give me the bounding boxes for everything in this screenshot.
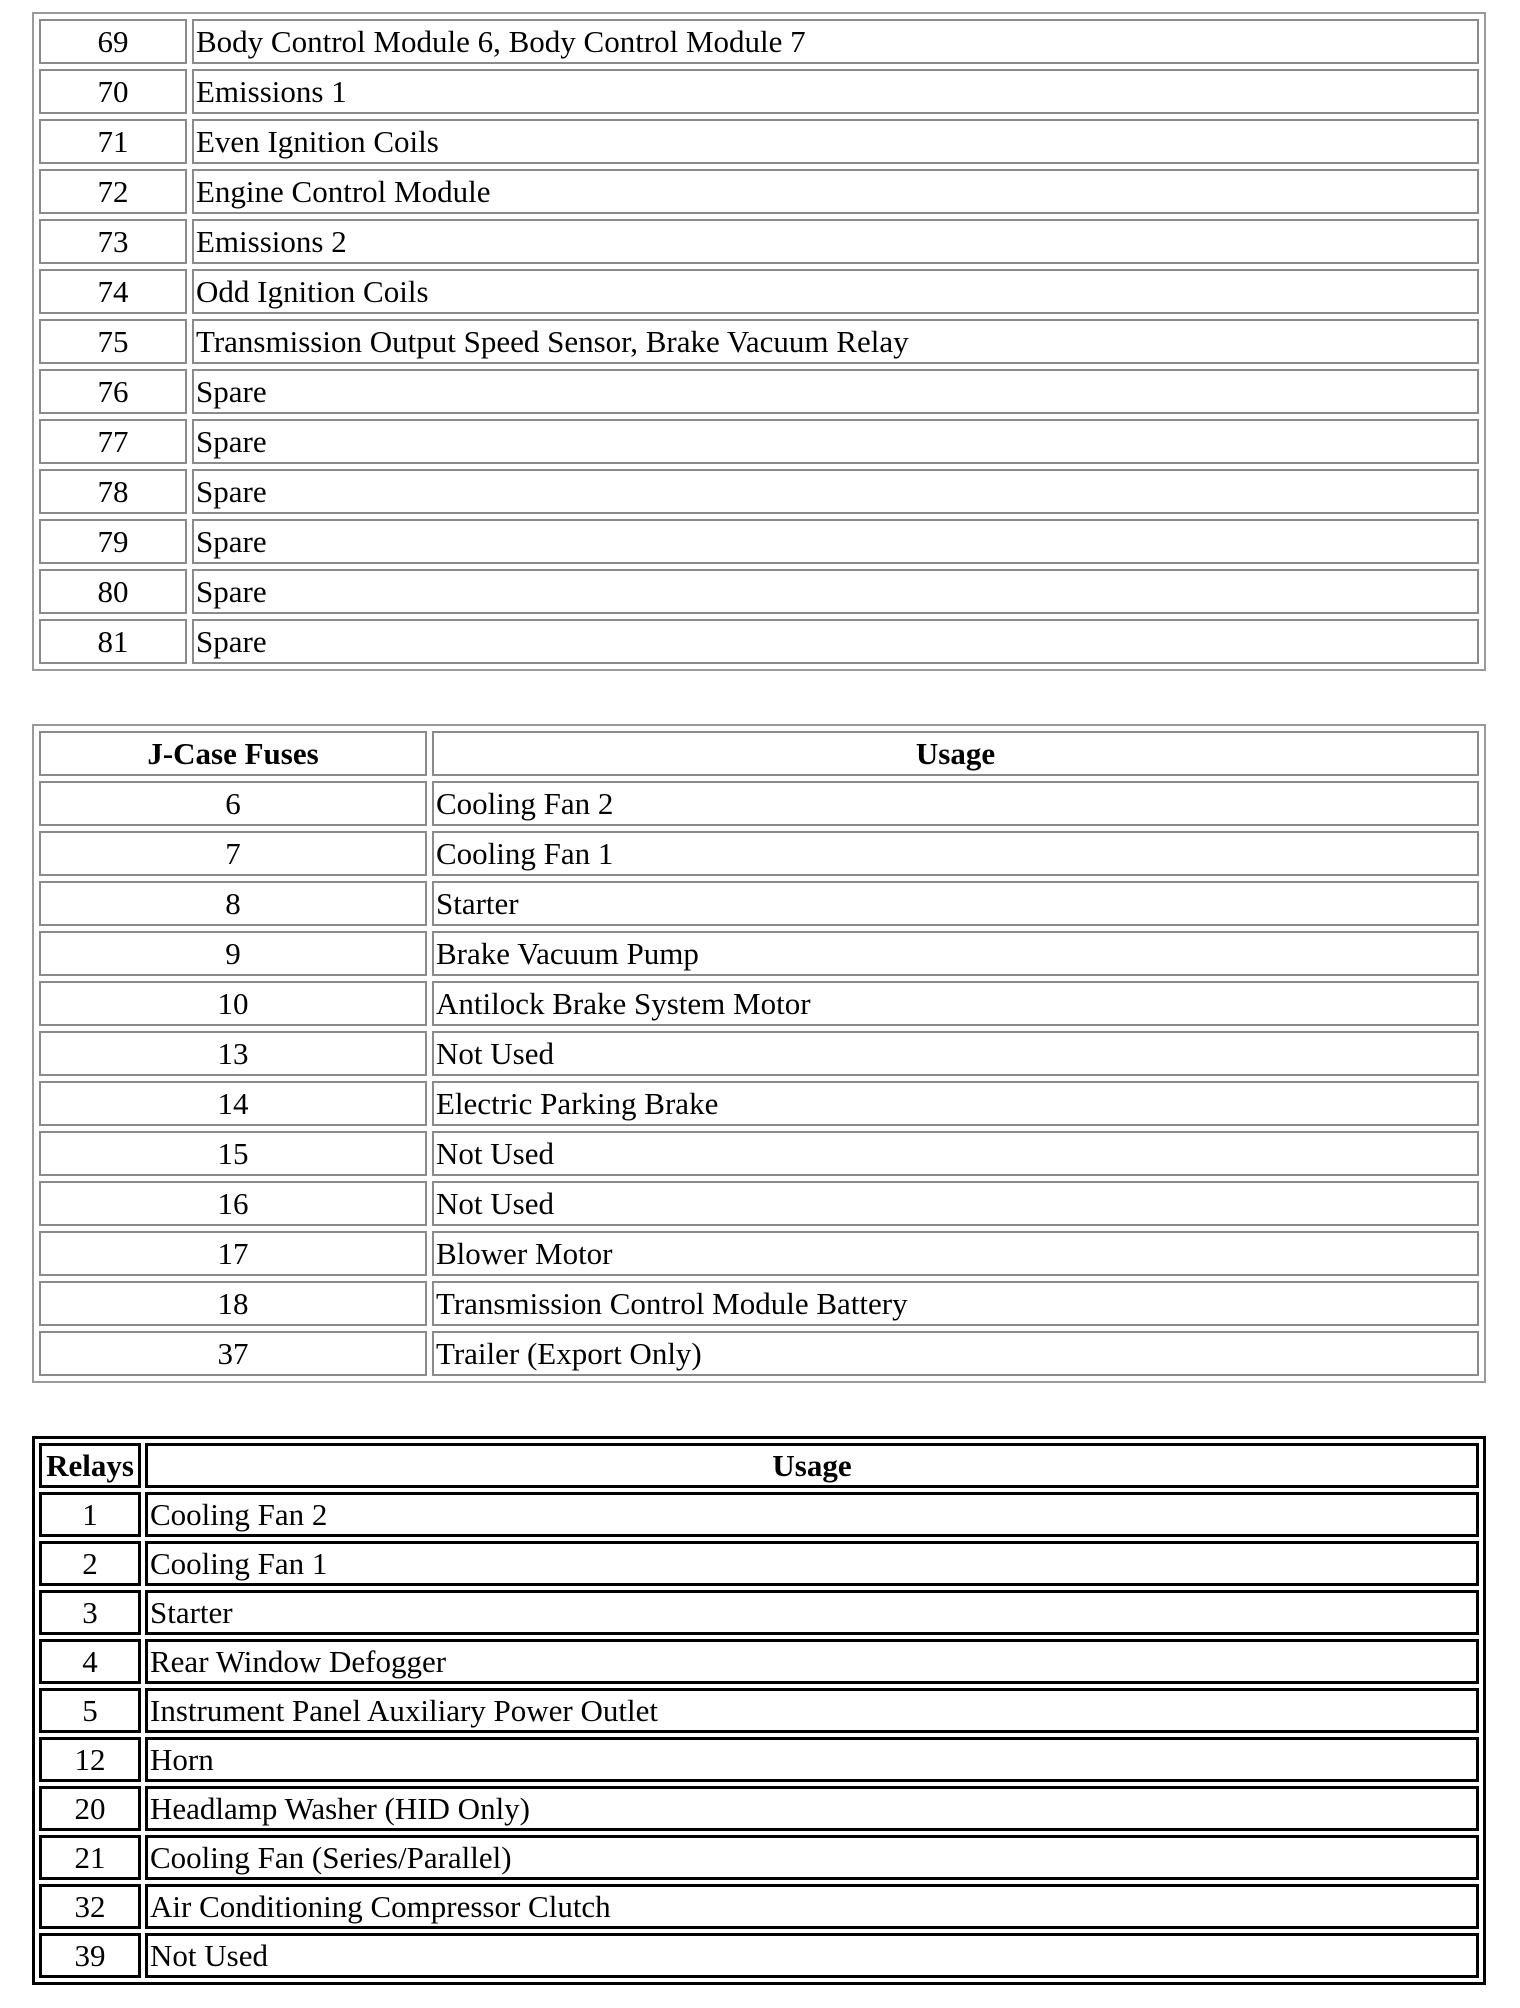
jcase-fuses-table bbox=[32, 724, 1486, 1383]
table-row bbox=[39, 1492, 1479, 1537]
table-row bbox=[39, 1884, 1479, 1929]
table-row bbox=[39, 69, 1479, 114]
relays-table bbox=[32, 1436, 1486, 1985]
table-row bbox=[39, 981, 1479, 1026]
fuse-usage-cell: Electric Parking Brake bbox=[432, 1081, 1479, 1126]
table-row bbox=[39, 519, 1479, 564]
fuse-usage-cell: Spare bbox=[192, 569, 1479, 614]
table-row bbox=[39, 1737, 1479, 1782]
fuse-number-cell: 73 bbox=[39, 219, 187, 264]
table-row bbox=[39, 119, 1479, 164]
fuse-number-cell: 70 bbox=[39, 69, 187, 114]
table-row bbox=[39, 19, 1479, 64]
fuse-usage-cell: Spare bbox=[192, 619, 1479, 664]
fuse-number-cell: 77 bbox=[39, 419, 187, 464]
fuse-number-cell: 14 bbox=[39, 1081, 427, 1126]
table-row bbox=[39, 881, 1479, 926]
usage-column-header: Usage bbox=[432, 731, 1479, 776]
table-row bbox=[39, 1786, 1479, 1831]
table-row bbox=[39, 1131, 1479, 1176]
relay-number-cell: 32 bbox=[39, 1884, 141, 1929]
relay-usage-cell: Starter bbox=[145, 1590, 1479, 1635]
table-row bbox=[39, 1835, 1479, 1880]
relay-usage-cell: Horn bbox=[145, 1737, 1479, 1782]
fuse-usage-cell: Spare bbox=[192, 369, 1479, 414]
fuse-usage-cell: Transmission Control Module Battery bbox=[432, 1281, 1479, 1326]
fuse-table-continued bbox=[32, 12, 1486, 671]
relay-number-cell: 4 bbox=[39, 1639, 141, 1684]
fuse-number-cell: 17 bbox=[39, 1231, 427, 1276]
fuse-usage-cell: Cooling Fan 2 bbox=[432, 781, 1479, 826]
table-row bbox=[39, 1081, 1479, 1126]
table-row bbox=[39, 1031, 1479, 1076]
fuse-number-cell: 79 bbox=[39, 519, 187, 564]
relay-usage-cell: Cooling Fan 2 bbox=[145, 1492, 1479, 1537]
fuse-number-cell: 80 bbox=[39, 569, 187, 614]
relay-number-cell: 20 bbox=[39, 1786, 141, 1831]
relay-number-cell: 39 bbox=[39, 1933, 141, 1978]
relay-usage-cell: Rear Window Defogger bbox=[145, 1639, 1479, 1684]
table-row bbox=[39, 319, 1479, 364]
jcase-fuses-column-header: J-Case Fuses bbox=[39, 731, 427, 776]
usage-column-header: Usage bbox=[145, 1443, 1479, 1488]
fuse-number-cell: 78 bbox=[39, 469, 187, 514]
relay-usage-cell: Headlamp Washer (HID Only) bbox=[145, 1786, 1479, 1831]
relay-number-cell: 1 bbox=[39, 1492, 141, 1537]
fuse-number-cell: 9 bbox=[39, 931, 427, 976]
table-row bbox=[39, 1590, 1479, 1635]
relay-number-cell: 12 bbox=[39, 1737, 141, 1782]
relay-number-cell: 3 bbox=[39, 1590, 141, 1635]
table-row bbox=[39, 569, 1479, 614]
fuse-number-cell: 76 bbox=[39, 369, 187, 414]
fuse-usage-cell: Engine Control Module bbox=[192, 169, 1479, 214]
fuse-number-cell: 13 bbox=[39, 1031, 427, 1076]
table-row bbox=[39, 781, 1479, 826]
fuse-usage-cell: Spare bbox=[192, 519, 1479, 564]
table-row bbox=[39, 1541, 1479, 1586]
fuse-number-cell: 16 bbox=[39, 1181, 427, 1226]
fuse-usage-cell: Body Control Module 6, Body Control Module 7 bbox=[192, 19, 1479, 64]
fuse-usage-cell: Spare bbox=[192, 419, 1479, 464]
relay-usage-cell: Cooling Fan (Series/Parallel) bbox=[145, 1835, 1479, 1880]
fuse-usage-cell: Odd Ignition Coils bbox=[192, 269, 1479, 314]
table-row bbox=[39, 619, 1479, 664]
relays-column-header: Relays bbox=[39, 1443, 141, 1488]
fuse-usage-cell: Trailer (Export Only) bbox=[432, 1331, 1479, 1376]
fuse-number-cell: 81 bbox=[39, 619, 187, 664]
relay-number-cell: 21 bbox=[39, 1835, 141, 1880]
fuse-usage-cell: Spare bbox=[192, 469, 1479, 514]
fuse-usage-cell: Emissions 1 bbox=[192, 69, 1479, 114]
fuse-number-cell: 7 bbox=[39, 831, 427, 876]
table-row bbox=[39, 369, 1479, 414]
relay-usage-cell: Instrument Panel Auxiliary Power Outlet bbox=[145, 1688, 1479, 1733]
table-row bbox=[39, 469, 1479, 514]
fuse-usage-cell: Not Used bbox=[432, 1031, 1479, 1076]
fuse-usage-cell: Not Used bbox=[432, 1131, 1479, 1176]
fuse-number-cell: 15 bbox=[39, 1131, 427, 1176]
relay-number-cell: 2 bbox=[39, 1541, 141, 1586]
fuse-number-cell: 74 bbox=[39, 269, 187, 314]
table-row bbox=[39, 1688, 1479, 1733]
table-row bbox=[39, 831, 1479, 876]
fuse-usage-cell: Transmission Output Speed Sensor, Brake Vacuum Relay bbox=[192, 319, 1479, 364]
fuse-usage-cell: Emissions 2 bbox=[192, 219, 1479, 264]
fuse-usage-cell: Cooling Fan 1 bbox=[432, 831, 1479, 876]
table-row bbox=[39, 169, 1479, 214]
fuse-usage-cell: Even Ignition Coils bbox=[192, 119, 1479, 164]
fuse-usage-cell: Starter bbox=[432, 881, 1479, 926]
table-row bbox=[39, 1281, 1479, 1326]
table-row bbox=[39, 269, 1479, 314]
relay-usage-cell: Air Conditioning Compressor Clutch bbox=[145, 1884, 1479, 1929]
fuse-number-cell: 69 bbox=[39, 19, 187, 64]
fuse-usage-cell: Brake Vacuum Pump bbox=[432, 931, 1479, 976]
fuse-number-cell: 71 bbox=[39, 119, 187, 164]
fuse-usage-cell: Not Used bbox=[432, 1181, 1479, 1226]
fuse-number-cell: 72 bbox=[39, 169, 187, 214]
table-row bbox=[39, 931, 1479, 976]
relay-number-cell: 5 bbox=[39, 1688, 141, 1733]
table-row bbox=[39, 1181, 1479, 1226]
fuse-number-cell: 75 bbox=[39, 319, 187, 364]
relay-usage-cell: Cooling Fan 1 bbox=[145, 1541, 1479, 1586]
fuse-number-cell: 18 bbox=[39, 1281, 427, 1326]
fuse-number-cell: 8 bbox=[39, 881, 427, 926]
table-row bbox=[39, 1331, 1479, 1376]
fuse-number-cell: 6 bbox=[39, 781, 427, 826]
table-row bbox=[39, 419, 1479, 464]
fuse-number-cell: 37 bbox=[39, 1331, 427, 1376]
table-row bbox=[39, 1933, 1479, 1978]
table-row bbox=[39, 1639, 1479, 1684]
table-row bbox=[39, 219, 1479, 264]
fuse-number-cell: 10 bbox=[39, 981, 427, 1026]
table-header-row bbox=[39, 1443, 1479, 1488]
relay-usage-cell: Not Used bbox=[145, 1933, 1479, 1978]
table-row bbox=[39, 1231, 1479, 1276]
fuse-usage-cell: Blower Motor bbox=[432, 1231, 1479, 1276]
table-header-row bbox=[39, 731, 1479, 776]
fuse-usage-cell: Antilock Brake System Motor bbox=[432, 981, 1479, 1026]
